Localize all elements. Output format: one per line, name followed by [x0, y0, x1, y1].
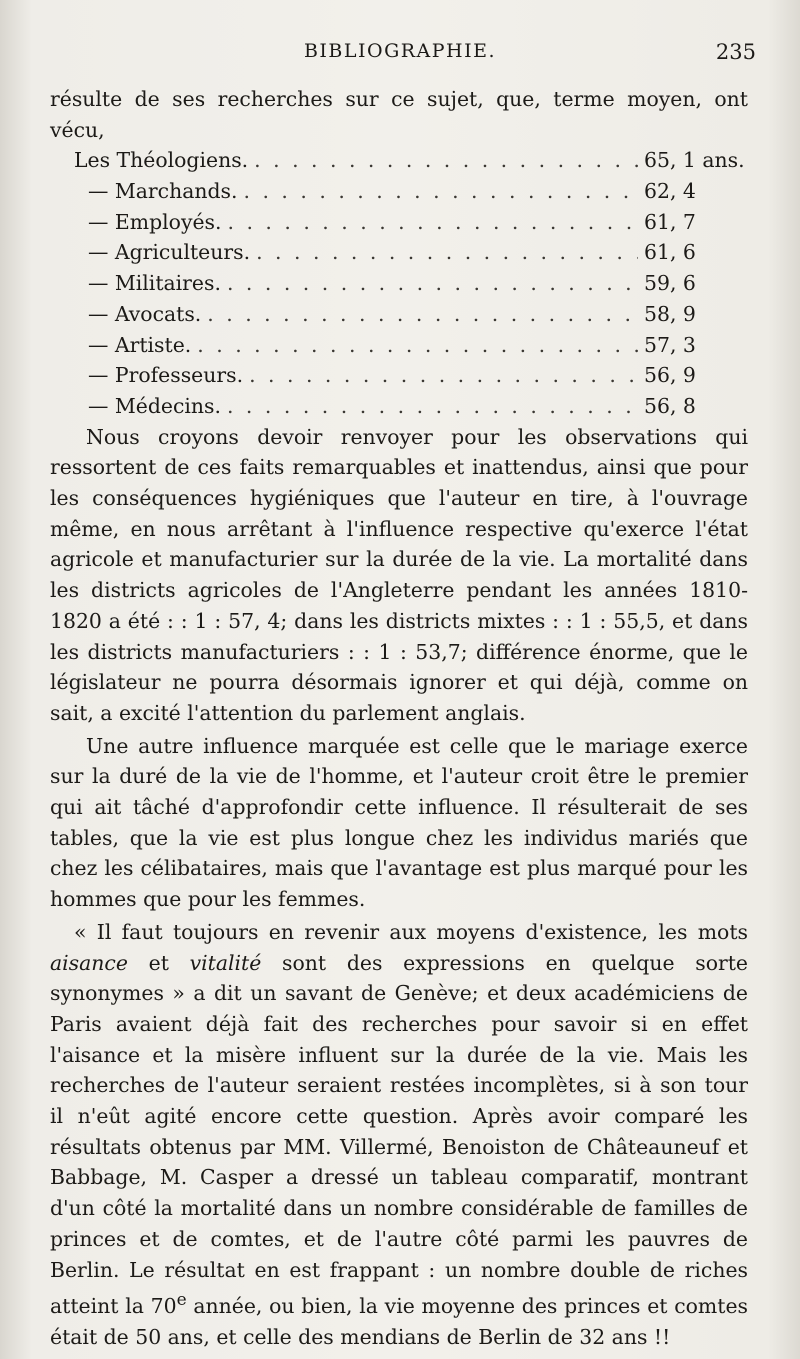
occupation-row — [50, 360, 748, 391]
leader-dots — [256, 237, 638, 268]
occupation-label: — Marchands. — [88, 179, 238, 204]
occupation-age: 62, 4 — [644, 179, 696, 204]
ordinal-superscript: e — [176, 1290, 187, 1311]
occupation-label: — Employés. — [88, 209, 222, 234]
page-body — [50, 84, 748, 1352]
lead-line: résulte de ses recherches sur ce sujet, que, terme moyen, ont vécu, — [50, 87, 748, 142]
occupation-age: 56, 8 — [644, 393, 696, 418]
occupation-row — [50, 330, 748, 361]
occupation-age: 57, 3 — [644, 332, 696, 357]
page-number: 235 — [715, 40, 756, 64]
occupation-row — [50, 268, 748, 299]
occupation-label: — Artiste. — [88, 332, 192, 357]
paragraph-agriculture: Nous croyons devoir renvoyer pour les observations qui ressortent de ces faits remarquables et inattendus, ainsi que pour les conséquences hygiéniques que l'auteur en tire, à l'ouvrage même, en nous arrêtant à l'influence respective qu'exerce l'état agricole et manufacturier sur la durée de la vie. La mortalité dans les districts agricoles de l'Angleterre pendant les années 1810-1820 a été : : 1 : 57, 4; dans les districts mixtes : : 1 : 55,5, et dans les districts manufacturiers : : 1 : 53,7; différence énorme, que le législateur ne pourra désormais ignorer et qui déjà, comme on sait, a excité l'attention du parlement anglais. — [50, 424, 748, 725]
leader-dots — [197, 330, 638, 361]
leader-dots — [249, 360, 638, 391]
term-aisance: aisance — [50, 950, 128, 975]
leader-dots — [244, 176, 639, 207]
occupation-age: 56, 9 — [644, 363, 696, 388]
occupation-age: 61, 7 — [644, 209, 696, 234]
paragraph-wealth — [50, 917, 748, 1353]
occupation-row — [50, 391, 748, 422]
quote-open: « Il faut toujours en revenir aux moyens d'existence, les mots — [74, 919, 748, 944]
leader-dots — [227, 207, 638, 238]
leader-dots — [207, 299, 638, 330]
occupation-label: — Avocats. — [88, 301, 202, 326]
leader-dots — [227, 391, 638, 422]
leader-dots — [227, 268, 638, 299]
occupation-age: 58, 9 — [644, 301, 696, 326]
term-vitalite: vitalité — [189, 950, 262, 975]
page-header — [0, 40, 800, 74]
occupation-label: — Militaires. — [88, 271, 221, 296]
occupation-row — [50, 299, 748, 330]
occupation-label: Les Théologiens. — [74, 148, 249, 173]
occupation-age: 59, 6 — [644, 271, 696, 296]
occupation-table — [50, 145, 748, 421]
occupation-label: — Professeurs. — [88, 363, 244, 388]
occupation-row — [50, 207, 748, 238]
occupation-age: 65, 1 ans. — [644, 148, 745, 173]
quote-conjunction: et — [127, 950, 190, 975]
leader-dots — [254, 145, 638, 176]
running-head: BIBLIOGRAPHIE. — [303, 40, 497, 62]
occupation-row — [50, 145, 748, 176]
quote-body: sont des expressions en quelque sorte synonymes » a dit un savant de Genève; et deux académiciens de Paris avaient déjà fait des recherches pour savoir si en effet l'aisance et la misère influent sur la durée de la vie. Mais les recherches de l'auteur seraient restées incomplètes, si à son tour il n'eût agité encore cette question. Après avoir comparé les résultats obtenus par MM. Villermé, Benoiston de Châteauneuf et Babbage, M. Casper a dressé un tableau comparatif, montrant d'un côté la mortalité dans un nombre considérable de familles de princes et de comtes, et de l'autre côté parmi les pauvres de Berlin. Le résultat en est frappant : un nombre double de riches atteint la 70 — [50, 950, 748, 1319]
paragraph-marriage: Une autre influence marquée est celle que le mariage exerce sur la duré de la vie de l'homme, et l'auteur croit être le premier qui ait tâché d'approfondir cette influence. Il résulterait de ses tables, que la vie est plus longue chez les individus mariés que chez les célibataires, mais que l'avantage est plus marqué pour les hommes que pour les femmes. — [50, 733, 748, 912]
occupation-label: — Agriculteurs. — [88, 240, 251, 265]
occupation-age: 61, 6 — [644, 240, 696, 265]
occupation-row — [50, 176, 748, 207]
quote-end: année, ou bien, la vie moyenne des princes et comtes était de 50 ans, et celle des mendians de Berlin de 32 ans !! — [50, 1294, 748, 1349]
occupation-label: — Médecins. — [88, 393, 221, 418]
occupation-row — [50, 237, 748, 268]
